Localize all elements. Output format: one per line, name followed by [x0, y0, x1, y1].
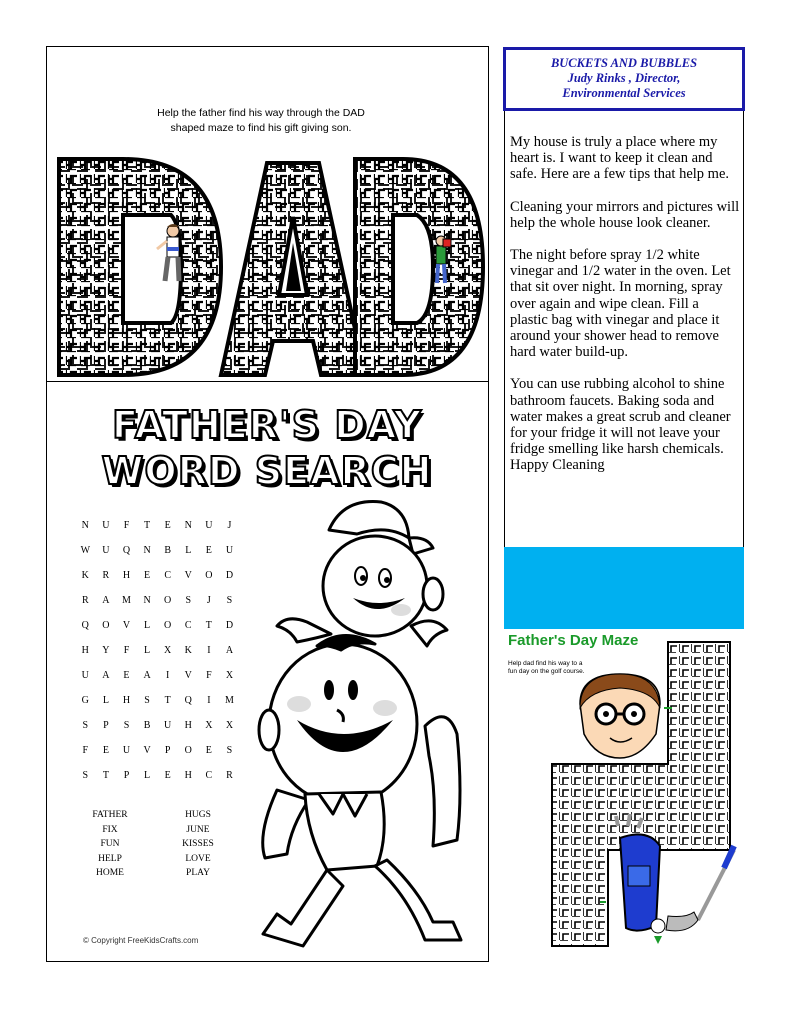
grid-cell: E	[144, 570, 151, 581]
grid-cell: E	[164, 770, 171, 781]
article-paragraph: My house is truly a place where my heart is. I want to keep it clean and safe. Here are a few tips that help me.	[510, 134, 730, 183]
dad-maze-panel	[46, 46, 489, 382]
article-header-box	[503, 47, 745, 111]
grid-cell: L	[144, 620, 151, 631]
grid-cell: V	[122, 620, 131, 631]
grid-cell: V	[184, 670, 192, 681]
grid-row	[75, 695, 245, 720]
grid-row	[75, 620, 245, 645]
grid-cell: Y	[102, 645, 110, 656]
word-item: KISSES	[182, 839, 214, 850]
grid-cell: O	[164, 620, 172, 631]
grid-cell: I	[207, 645, 211, 656]
copyright-text: Copyright FreeKidsCrafts.com	[91, 936, 199, 945]
grid-cell: O	[205, 570, 213, 581]
article-body	[510, 134, 740, 490]
grid-cell: L	[144, 645, 151, 656]
grid-cell: A	[143, 670, 151, 681]
grid-cell: X	[205, 720, 213, 731]
grid-cell: M	[122, 595, 131, 606]
grid-cell: T	[205, 620, 212, 631]
word-item: PLAY	[186, 868, 210, 879]
grid-row	[75, 670, 245, 695]
dad-maze-graphic	[53, 155, 489, 379]
copyright-line	[83, 936, 198, 945]
grid-cell: D	[225, 570, 234, 581]
golf-dad-face	[580, 674, 660, 758]
word-item: LOVE	[185, 853, 211, 864]
grid-row	[75, 520, 245, 545]
grid-cell: G	[81, 695, 89, 706]
golf-maze-instructions-line2: fun day on the golf course.	[508, 668, 585, 675]
article-paragraph: Cleaning your mirrors and pictures will help the whole house look cleaner.	[510, 198, 740, 231]
grid-cell: H	[81, 645, 89, 656]
grid-cell: N	[184, 520, 192, 531]
grid-cell: E	[123, 670, 130, 681]
grid-cell: U	[122, 745, 131, 756]
word-search-grid	[75, 520, 245, 795]
grid-cell: O	[102, 620, 110, 631]
grid-cell: B	[164, 545, 171, 556]
golf-club-icon	[651, 846, 734, 944]
word-search-title-line1: FATHER'S DAY	[111, 403, 423, 447]
grid-cell: L	[185, 545, 192, 556]
grid-cell: E	[205, 545, 212, 556]
word-item: HOME	[96, 868, 124, 879]
dad-maze-instructions-line2: shaped maze to find his gift giving son.	[170, 122, 352, 134]
grid-cell: I	[207, 695, 211, 706]
grid-cell: U	[205, 520, 213, 531]
dad-maze-instructions-line1: Help the father find his way through the DAD	[157, 107, 365, 119]
grid-cell: S	[144, 695, 150, 706]
article-paragraph: You can use rubbing alcohol to shine bathroom faucets. Baking soda and water makes a great scrub and cleaner for your fridge it will not leave your fridge smelling like harsh chemicals.	[510, 376, 731, 458]
grid-cell: P	[164, 745, 171, 756]
word-list-right	[163, 808, 233, 881]
grid-cell: C	[184, 620, 192, 631]
grid-cell: X	[164, 645, 172, 656]
grid-cell: A	[102, 595, 110, 606]
grid-cell: T	[164, 695, 171, 706]
grid-cell: F	[82, 745, 89, 756]
grid-row	[75, 545, 245, 570]
copyright-icon: ©	[83, 936, 89, 945]
grid-cell: U	[102, 520, 110, 531]
article-title-line1: BUCKETS AND BUBBLES	[550, 56, 698, 70]
grid-row	[75, 770, 245, 795]
article-signoff: Happy Cleaning	[510, 457, 605, 474]
word-item: FIX	[102, 824, 118, 835]
word-list-left	[75, 808, 145, 881]
grid-row	[75, 570, 245, 595]
golf-maze-title: Father's Day Maze	[508, 632, 639, 649]
blue-banner	[504, 547, 744, 629]
grid-cell: R	[102, 570, 110, 581]
article-title-line2: Judy Rinks , Director,	[567, 71, 681, 85]
grid-cell: S	[82, 770, 89, 781]
grid-cell: H	[122, 695, 131, 706]
word-item: FUN	[100, 839, 120, 850]
grid-cell: M	[225, 695, 234, 706]
grid-cell: O	[164, 595, 172, 606]
grid-cell: Q	[81, 620, 89, 631]
grid-cell: P	[123, 770, 130, 781]
grid-cell: P	[103, 720, 109, 731]
grid-cell: R	[226, 770, 233, 781]
grid-cell: U	[102, 545, 110, 556]
grid-cell: T	[144, 520, 151, 531]
word-item: FATHER	[92, 810, 128, 820]
grid-cell: R	[81, 595, 89, 606]
grid-cell: D	[225, 620, 234, 631]
father-figure	[157, 224, 179, 281]
grid-cell: Q	[122, 545, 131, 556]
grid-cell: F	[206, 670, 212, 681]
grid-row	[75, 595, 245, 620]
grid-cell: L	[102, 695, 109, 706]
grid-cell: H	[184, 720, 192, 731]
grid-cell: S	[82, 720, 89, 731]
word-search-title	[77, 402, 457, 494]
grid-cell: X	[225, 670, 234, 681]
grid-cell: S	[123, 720, 130, 731]
grid-cell: F	[123, 520, 130, 531]
grid-cell: J	[206, 595, 211, 606]
grid-row	[75, 720, 245, 745]
grid-cell: S	[226, 745, 233, 756]
grid-cell: J	[227, 520, 232, 531]
grid-cell: O	[184, 745, 192, 756]
grid-cell: N	[143, 595, 151, 606]
grid-cell: N	[81, 520, 89, 531]
grid-cell: H	[122, 570, 131, 581]
grid-cell: L	[144, 770, 151, 781]
word-item: JUNE	[186, 824, 210, 835]
grid-cell: U	[164, 720, 172, 731]
grid-row	[75, 645, 245, 670]
grid-cell: K	[184, 645, 192, 656]
grid-cell: N	[143, 545, 151, 556]
grid-cell: A	[102, 670, 110, 681]
grid-cell: I	[166, 670, 170, 681]
golf-maze-instructions-line1: Help dad find his way to a	[508, 660, 583, 667]
grid-cell: U	[81, 670, 89, 681]
grid-cell: V	[184, 570, 192, 581]
grid-cell: K	[81, 570, 89, 581]
grid-cell: V	[143, 745, 151, 756]
grid-cell: S	[226, 595, 233, 606]
grid-cell: E	[102, 745, 109, 756]
word-item: HELP	[98, 853, 122, 864]
grid-cell: X	[225, 720, 234, 731]
article-title-line3: Environmental Services	[562, 86, 686, 100]
grid-cell: Q	[184, 695, 192, 706]
dad-maze-instructions	[47, 106, 475, 136]
grid-cell: F	[123, 645, 130, 656]
grid-cell: A	[225, 645, 234, 656]
word-search-title-line2: WORD SEARCH	[101, 449, 433, 493]
grid-cell: C	[164, 570, 171, 581]
article-panel	[504, 110, 744, 548]
word-item: HUGS	[185, 810, 211, 820]
grid-cell: S	[185, 595, 192, 606]
article-paragraph: The night before spray 1/2 white vinegar and 1/2 water in the oven. Let that sit over night. In morning, spray over again and wipe clean. Fill a plastic bag with vinegar and place it around your shower head to remove hard water build-up.	[510, 247, 731, 361]
grid-cell: C	[205, 770, 213, 781]
grid-cell: H	[184, 770, 192, 781]
word-search-panel	[46, 381, 489, 962]
grid-cell: B	[143, 720, 151, 731]
golf-maze-graphic	[548, 640, 744, 950]
grid-cell: W	[80, 545, 91, 556]
grid-cell: T	[102, 770, 109, 781]
grid-cell: E	[205, 745, 212, 756]
grid-cell: U	[225, 545, 234, 556]
grid-row	[75, 745, 245, 770]
grid-cell: E	[164, 520, 171, 531]
dad-and-son-illustration	[257, 494, 485, 954]
